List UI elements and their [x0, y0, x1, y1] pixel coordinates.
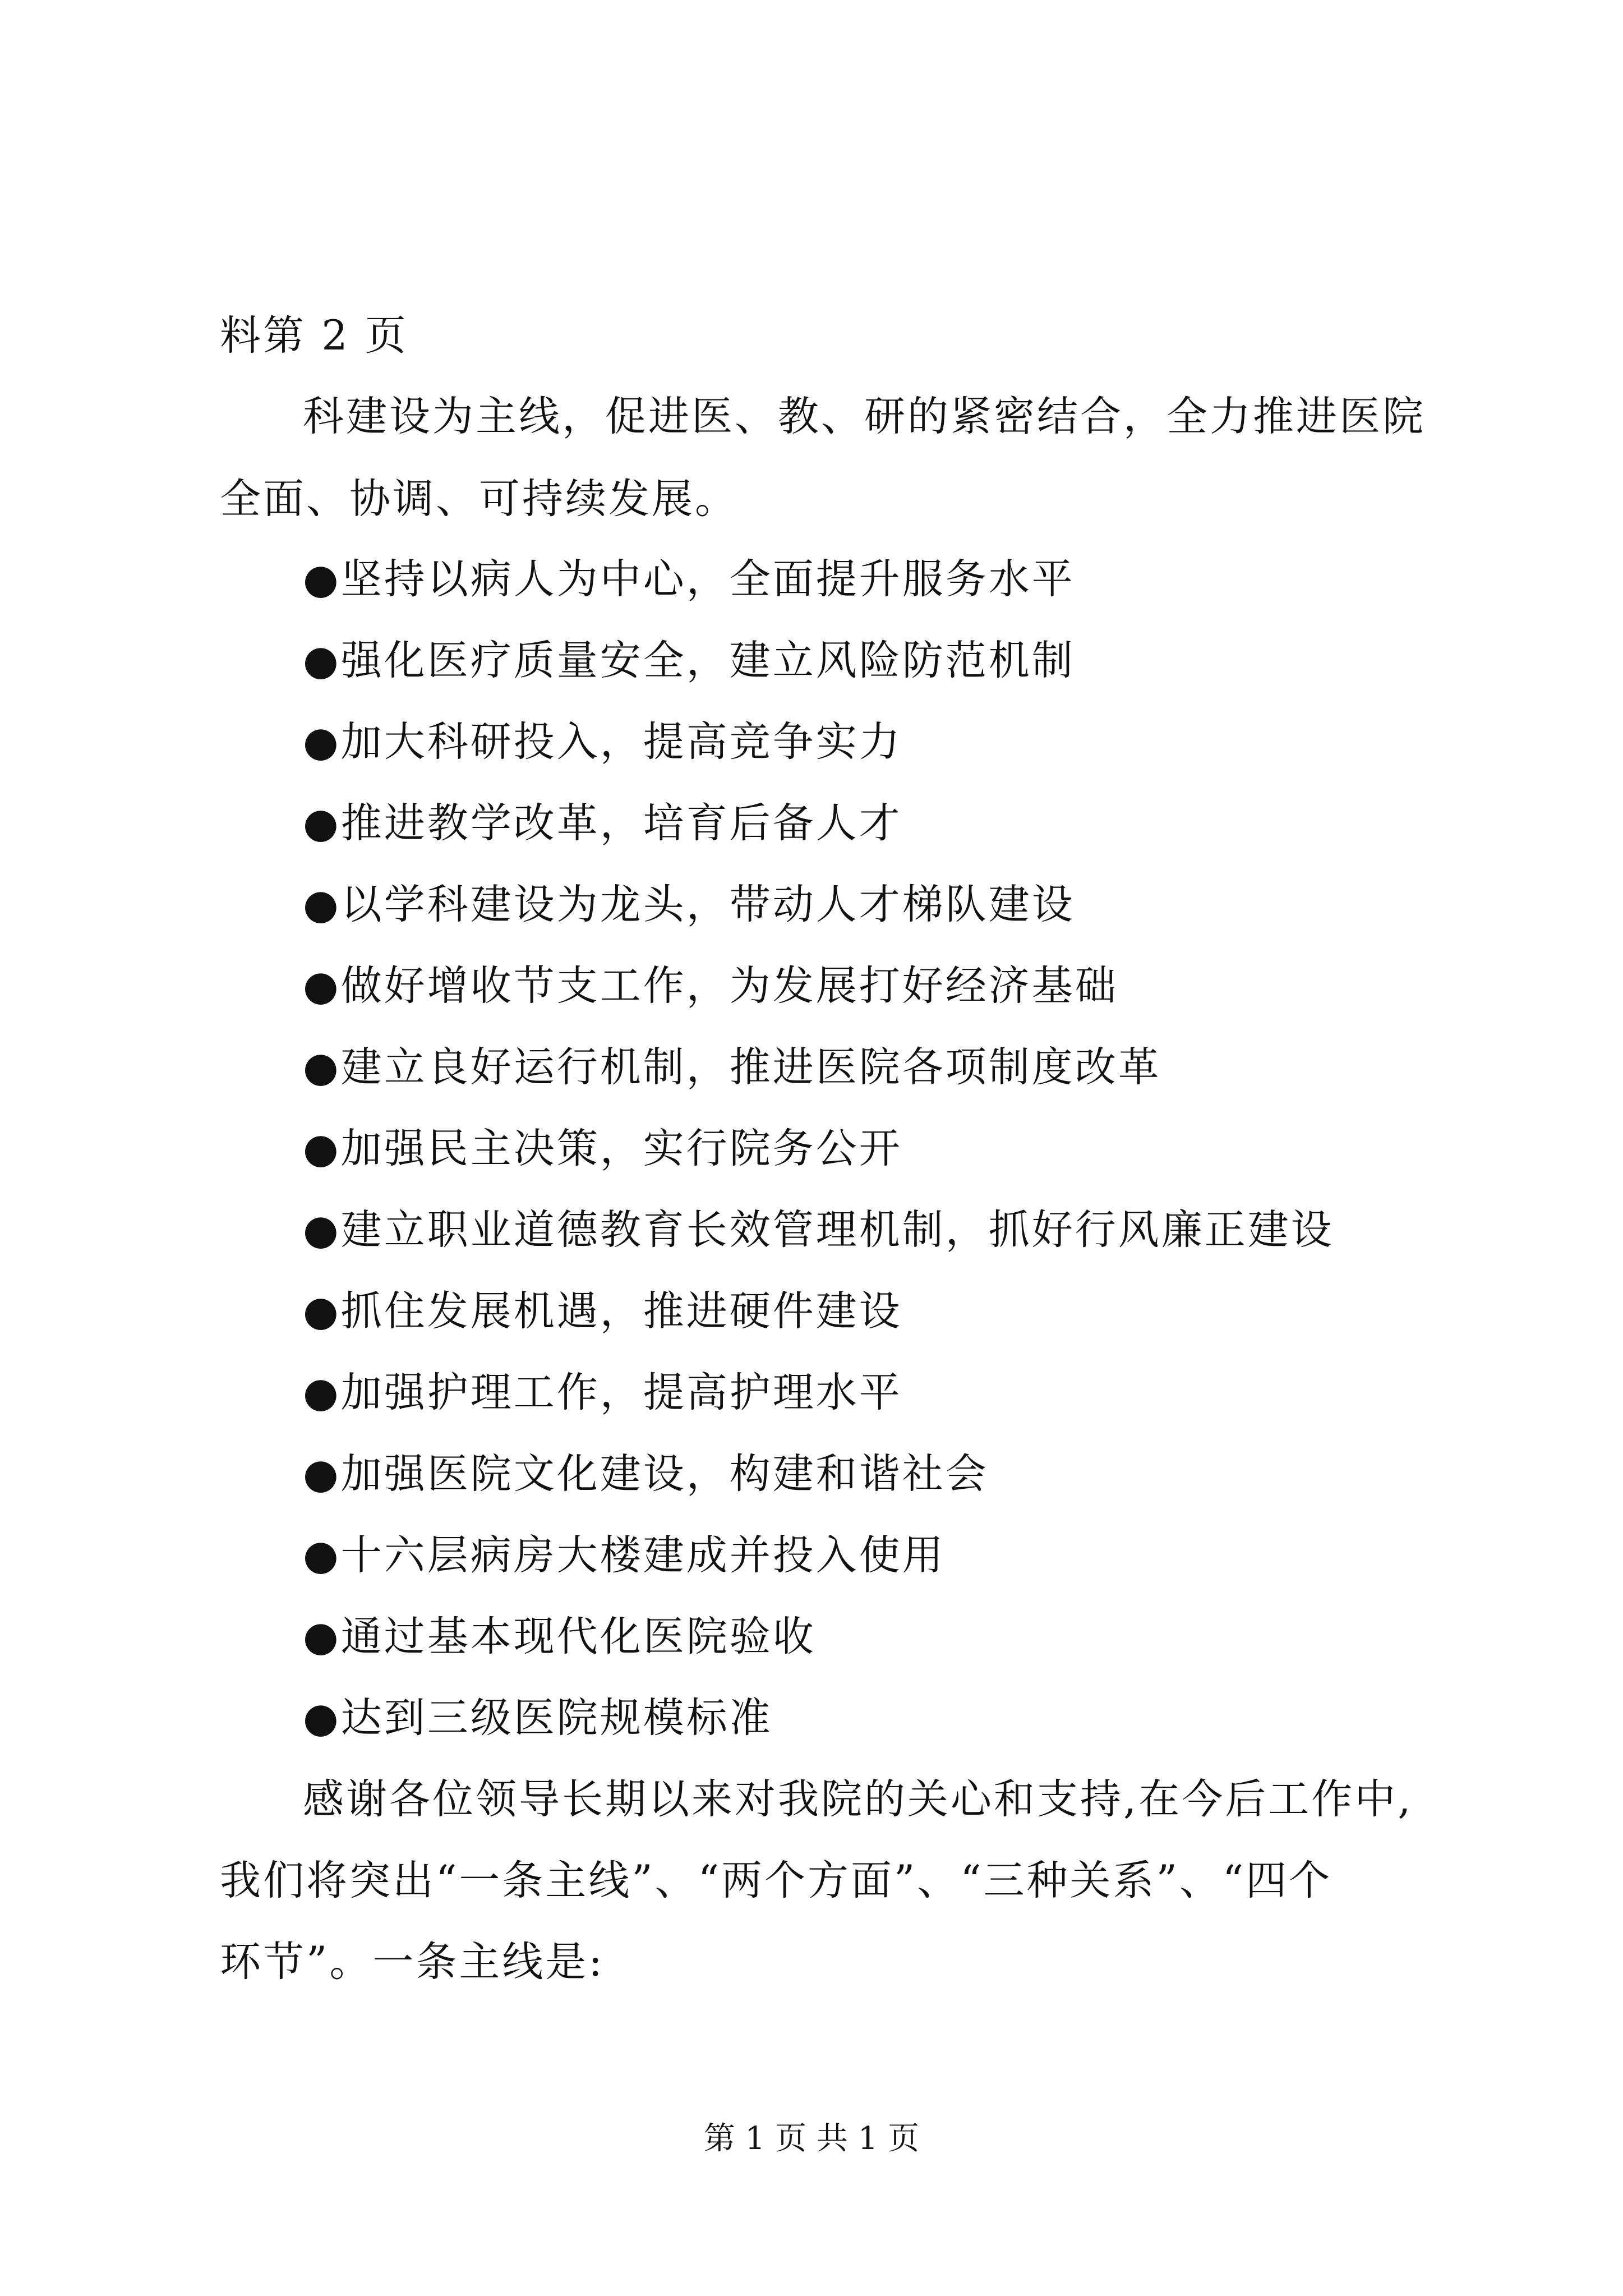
bullet-item-14: ●通过基本现代化医院验收	[303, 1613, 816, 1660]
closing-line-2: 我们将突出“一条主线”、“两个方面”、“三种关系”、“四个	[220, 1857, 1332, 1904]
page-footer: 第 1 页 共 1 页	[703, 2120, 920, 2157]
bullet-item-3: ●加大科研投入，提高竞争实力	[303, 718, 902, 766]
bullet-item-10: ●抓住发展机遇，推进硬件建设	[303, 1287, 902, 1335]
bullet-item-7: ●建立良好运行机制，推进医院各项制度改革	[303, 1043, 1161, 1091]
closing-line-1: 感谢各位领导长期以来对我院的关心和支持,在今后工作中,	[303, 1775, 1413, 1823]
bullet-item-2: ●强化医疗质量安全，建立风险防范机制	[303, 637, 1075, 684]
paragraph-line-1: 科建设为主线，促进医、教、研的紧密结合，全力推进医院	[303, 393, 1426, 440]
bullet-item-6: ●做好增收节支工作，为发展打好经济基础	[303, 962, 1118, 1010]
bullet-item-1: ●坚持以病人为中心，全面提升服务水平	[303, 555, 1075, 603]
bullet-item-12: ●加强医院文化建设，构建和谐社会	[303, 1450, 989, 1498]
continued-header-line: 料第 2 页	[220, 312, 408, 360]
paragraph-line-2: 全面、协调、可持续发展。	[220, 475, 738, 523]
closing-line-3: 环节”。一条主线是:	[220, 1938, 605, 1986]
bullet-item-9: ●建立职业道德教育长效管理机制，抓好行风廉正建设	[303, 1206, 1334, 1254]
bullet-item-11: ●加强护理工作，提高护理水平	[303, 1369, 902, 1416]
bullet-item-13: ●十六层病房大楼建成并投入使用	[303, 1531, 946, 1579]
bullet-item-4: ●推进教学改革，培育后备人才	[303, 799, 902, 847]
bullet-item-15: ●达到三级医院规模标准	[303, 1694, 773, 1742]
bullet-item-5: ●以学科建设为龙头，带动人才梯队建设	[303, 881, 1075, 928]
bullet-item-8: ●加强民主决策，实行院务公开	[303, 1125, 902, 1172]
